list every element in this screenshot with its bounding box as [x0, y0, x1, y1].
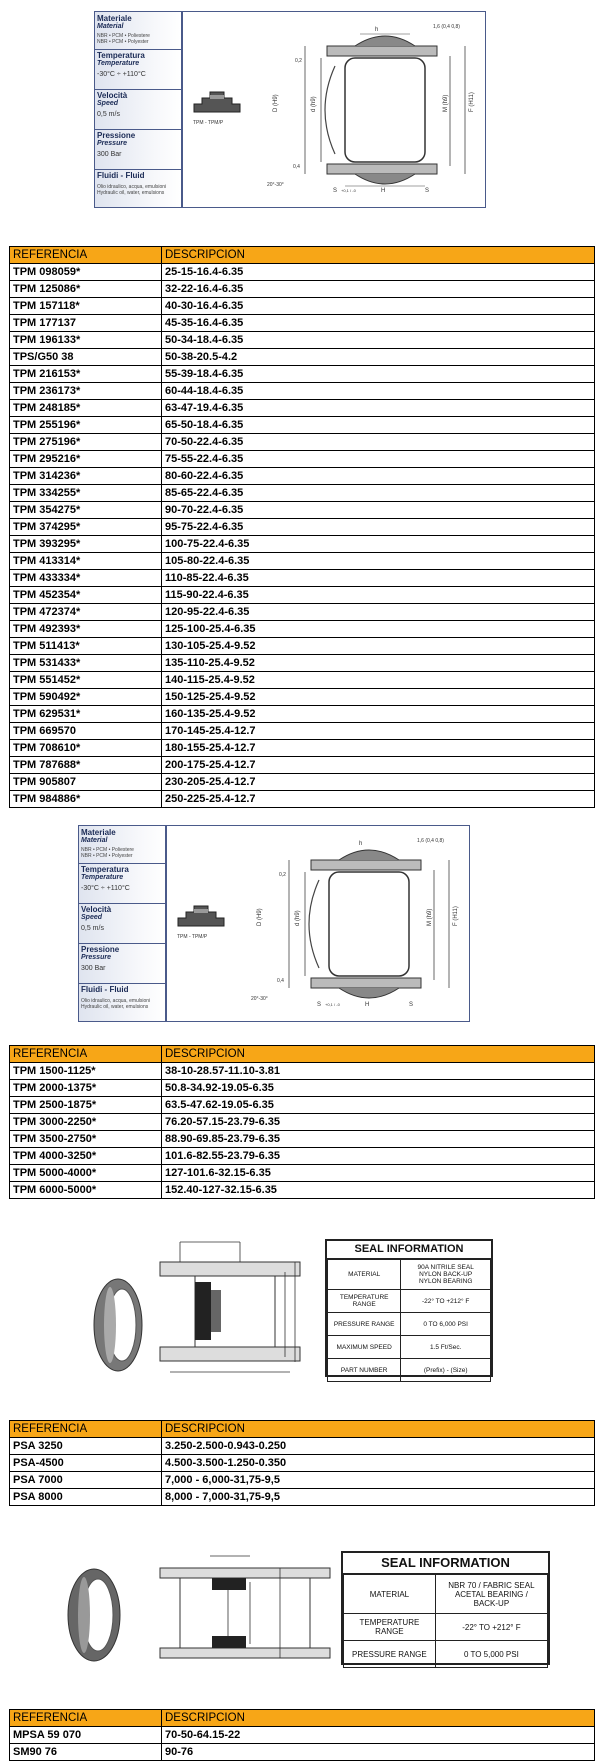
reference-table-4 [9, 1709, 595, 1761]
description-cell: 50.8-34.92-19.05-6.35 [162, 1080, 595, 1097]
spec-material-value-en: NBR • PCM • Polyester [97, 39, 149, 45]
psa-seal-3d-icon [88, 1275, 144, 1375]
description-cell: 38-10-28.57-11.10-3.81 [162, 1063, 595, 1080]
reference-cell: TPM 787688* [10, 757, 162, 774]
table-row [10, 315, 595, 332]
table-row [10, 264, 595, 281]
spec-speed-subtitle: Speed [81, 914, 103, 921]
seal-info-label: MATERIAL [344, 1575, 436, 1614]
piston-cross-section-drawing [249, 830, 465, 1018]
table-row [10, 1455, 595, 1472]
spec-card-2 [78, 825, 470, 1022]
seal-profile-icon [192, 90, 242, 114]
spec-pressure-value: 300 Bar [81, 965, 106, 972]
dim-F-label: F (H11) [469, 92, 475, 112]
seal-info-label: TEMPERATURE RANGE [328, 1290, 401, 1313]
table-row [10, 1148, 595, 1165]
description-cell: 135-110-25.4-9.52 [162, 655, 595, 672]
description-cell: 101.6-82.55-23.79-6.35 [162, 1148, 595, 1165]
dim-r2-label: 0,4 [293, 164, 300, 170]
spec-material [95, 12, 181, 50]
table-row [10, 1165, 595, 1182]
dim-D-label: D (H9) [273, 94, 279, 112]
dim-M-label: M (h9) [427, 908, 433, 926]
table-row [10, 723, 595, 740]
reference-cell: TPM 905807 [10, 774, 162, 791]
spec-caption: TPM - TPM/P [193, 120, 224, 126]
spec-material-title: Materiale [97, 14, 132, 23]
reference-cell: TPM 708610* [10, 740, 162, 757]
reference-cell: TPM 5000-4000* [10, 1165, 162, 1182]
reference-cell: TPM 590492* [10, 689, 162, 706]
reference-cell: TPM 3500-2750* [10, 1131, 162, 1148]
header-referencia: REFERENCIA [10, 1421, 162, 1438]
seal-info-label: TEMPERATURE RANGE [344, 1614, 436, 1641]
description-cell: 75-55-22.4-6.35 [162, 451, 595, 468]
reference-cell: TPM 255196* [10, 417, 162, 434]
reference-cell: TPM 393295* [10, 536, 162, 553]
dim-H-label: H [365, 1002, 370, 1008]
reference-cell: TPM 275196* [10, 434, 162, 451]
reference-table-3 [9, 1420, 595, 1506]
description-cell: 130-105-25.4-9.52 [162, 638, 595, 655]
description-cell: 110-85-22.4-6.35 [162, 570, 595, 587]
description-cell: 55-39-18.4-6.35 [162, 366, 595, 383]
table-row [10, 1472, 595, 1489]
spec-material-value-en: NBR • PCM • Polyester [81, 853, 133, 859]
table-row [10, 587, 595, 604]
reference-cell: TPM 413314* [10, 553, 162, 570]
spec-sidebar [95, 12, 183, 207]
reference-cell: PSA 7000 [10, 1472, 162, 1489]
description-cell: 150-125-25.4-9.52 [162, 689, 595, 706]
table-row [10, 383, 595, 400]
reference-cell: TPS/G50 38 [10, 349, 162, 366]
spec-fluids-value-en: Hydraulic oil, water, emulsions [97, 190, 165, 196]
table-row [10, 689, 595, 706]
description-cell: 50-34-18.4-6.35 [162, 332, 595, 349]
dim-tol-label: +0,1 / -0 [341, 188, 356, 193]
description-cell: 160-135-25.4-9.52 [162, 706, 595, 723]
reference-cell: TPM 216153* [10, 366, 162, 383]
description-cell: 7,000 - 6,000-31,75-9,5 [162, 1472, 595, 1489]
spec-temperature-subtitle: Temperature [81, 874, 124, 881]
description-cell: 200-175-25.4-12.7 [162, 757, 595, 774]
dim-H-label: H [381, 188, 386, 194]
table-row [10, 451, 595, 468]
description-cell: 80-60-22.4-6.35 [162, 468, 595, 485]
spec-card-1 [94, 11, 486, 208]
reference-cell: TPM 248185* [10, 400, 162, 417]
spec-material-subtitle: Material [97, 23, 124, 30]
header-descripcion: DESCRIPCION [162, 247, 595, 264]
description-cell: 32-22-16.4-6.35 [162, 281, 595, 298]
seal-info-row [344, 1614, 548, 1641]
reference-cell: MPSA 59 070 [10, 1727, 162, 1744]
spec-temperature-subtitle: Temperature [97, 60, 140, 67]
description-cell: 85-65-22.4-6.35 [162, 485, 595, 502]
description-cell: 140-115-25.4-9.52 [162, 672, 595, 689]
spec-speed [95, 89, 181, 130]
description-cell: 90-76 [162, 1744, 595, 1761]
table-row [10, 570, 595, 587]
spec-speed-value: 0,5 m/s [97, 111, 120, 118]
reference-cell: TPM 531433* [10, 655, 162, 672]
reference-cell: TPM 374295* [10, 519, 162, 536]
reference-cell: TPM 3000-2250* [10, 1114, 162, 1131]
table-row [10, 366, 595, 383]
reference-cell: PSA-4500 [10, 1455, 162, 1472]
reference-cell: TPM 984886* [10, 791, 162, 808]
reference-table-2 [9, 1045, 595, 1199]
reference-cell: TPM 1500-1125* [10, 1063, 162, 1080]
table-row [10, 349, 595, 366]
spec-temperature-title: Temperatura [81, 865, 129, 874]
spec-speed-subtitle: Speed [97, 100, 119, 107]
reference-cell: SM90 76 [10, 1744, 162, 1761]
dim-S-right-label: S [409, 1002, 414, 1008]
spec-caption: TPM - TPM/P [177, 934, 208, 940]
table-row [10, 417, 595, 434]
description-cell: 40-30-16.4-6.35 [162, 298, 595, 315]
table-row [10, 502, 595, 519]
seal-info-label: MAXIMUM SPEED [328, 1336, 401, 1359]
spec-fluids-value: Olio idraulico, acqua, emulsioni [81, 998, 151, 1004]
table-row [10, 1182, 595, 1199]
spec-fluids [79, 983, 165, 1021]
dim-h-label: h [359, 841, 363, 847]
description-cell: 70-50-22.4-6.35 [162, 434, 595, 451]
spec-speed [79, 903, 165, 944]
seal-info-value: (Prefix) - (Size) [401, 1359, 491, 1382]
table-row [10, 553, 595, 570]
description-cell: 250-225-25.4-12.7 [162, 791, 595, 808]
seal-info-row [328, 1290, 491, 1313]
dim-d-label: d (h9) [295, 910, 301, 926]
seal-info-title: SEAL INFORMATION [327, 1241, 491, 1259]
reference-cell: TPM 433334* [10, 570, 162, 587]
reference-cell: TPM 551452* [10, 672, 162, 689]
dim-top-label: 1,6 (0,4 0,8) [417, 838, 444, 844]
description-cell: 127-101.6-32.15-6.35 [162, 1165, 595, 1182]
psa-cross-section-drawing [150, 1232, 310, 1387]
reference-cell: TPM 669570 [10, 723, 162, 740]
spec-material-value: NBR • PCM • Poliestere [97, 33, 150, 39]
seal-info-label: MATERIAL [328, 1260, 401, 1290]
dim-h-label: h [375, 27, 379, 33]
spec-fluids [95, 169, 181, 207]
reference-cell: TPM 492393* [10, 621, 162, 638]
mpsa-seal-3d-icon [62, 1565, 122, 1665]
reference-cell: TPM 334255* [10, 485, 162, 502]
table-row [10, 468, 595, 485]
reference-cell: TPM 6000-5000* [10, 1182, 162, 1199]
table-row [10, 655, 595, 672]
spec-pressure-subtitle: Pressure [97, 140, 127, 147]
table-row [10, 332, 595, 349]
spec-pressure-title: Pressione [81, 945, 120, 954]
table-row [10, 740, 595, 757]
description-cell: 60-44-18.4-6.35 [162, 383, 595, 400]
reference-cell: PSA 3250 [10, 1438, 162, 1455]
dim-F-label: F (H11) [453, 906, 459, 926]
seal-information-box-2 [341, 1551, 550, 1665]
table-row [10, 400, 595, 417]
spec-speed-title: Velocità [81, 905, 112, 914]
seal-info-value: -22° TO +212° F [435, 1614, 547, 1641]
dim-S-left-label: S [333, 188, 338, 194]
seal-information-box-1 [325, 1239, 493, 1377]
table-row [10, 485, 595, 502]
header-descripcion: DESCRIPCION [162, 1421, 595, 1438]
dim-D-label: D (H9) [257, 908, 263, 926]
reference-cell: TPM 125086* [10, 281, 162, 298]
description-cell: 95-75-22.4-6.35 [162, 519, 595, 536]
description-cell: 100-75-22.4-6.35 [162, 536, 595, 553]
seal-info-row [328, 1260, 491, 1290]
description-cell: 170-145-25.4-12.7 [162, 723, 595, 740]
reference-cell: TPM 4000-3250* [10, 1148, 162, 1165]
seal-info-row [344, 1641, 548, 1668]
reference-cell: TPM 295216* [10, 451, 162, 468]
description-cell: 76.20-57.15-23.79-6.35 [162, 1114, 595, 1131]
table-row [10, 1063, 595, 1080]
table-row [10, 1080, 595, 1097]
spec-pressure-title: Pressione [97, 131, 136, 140]
reference-cell: PSA 8000 [10, 1489, 162, 1506]
dim-r2-label: 0,4 [277, 978, 284, 984]
seal-info-value: -22° TO +212° F [401, 1290, 491, 1313]
header-descripcion: DESCRIPCION [162, 1046, 595, 1063]
dim-M-label: M (h9) [443, 94, 449, 112]
seal-info-value: NBR 70 / FABRIC SEAL ACETAL BEARING / BACK-UP [435, 1575, 547, 1614]
dim-d-label: d (h9) [311, 96, 317, 112]
reference-cell: TPM 2000-1375* [10, 1080, 162, 1097]
description-cell: 4.500-3.500-1.250-0.350 [162, 1455, 595, 1472]
seal-info-value: 90A NITRILE SEAL NYLON BACK-UP NYLON BEARING [401, 1260, 491, 1290]
description-cell: 65-50-18.4-6.35 [162, 417, 595, 434]
description-cell: 230-205-25.4-12.7 [162, 774, 595, 791]
spec-pressure-subtitle: Pressure [81, 954, 111, 961]
spec-temperature [79, 863, 165, 904]
table-row [10, 1727, 595, 1744]
seal-info-label: PRESSURE RANGE [344, 1641, 436, 1668]
dim-r1-label: 0,2 [295, 58, 302, 64]
description-cell: 70-50-64.15-22 [162, 1727, 595, 1744]
reference-cell: TPM 196133* [10, 332, 162, 349]
table-row [10, 706, 595, 723]
dim-tol-label: +0,1 / -0 [325, 1002, 340, 1007]
table-row [10, 638, 595, 655]
description-cell: 25-15-16.4-6.35 [162, 264, 595, 281]
reference-cell: TPM 157118* [10, 298, 162, 315]
table-row [10, 791, 595, 808]
table-row [10, 672, 595, 689]
spec-temperature-value: -30°C ÷ +110°C [81, 885, 130, 892]
description-cell: 180-155-25.4-12.7 [162, 740, 595, 757]
table-row [10, 1097, 595, 1114]
seal-info-value: 1.5 Ft/Sec. [401, 1336, 491, 1359]
spec-temperature-title: Temperatura [97, 51, 145, 60]
header-referencia: REFERENCIA [10, 1046, 162, 1063]
spec-material-subtitle: Material [81, 837, 108, 844]
reference-cell: TPM 2500-1875* [10, 1097, 162, 1114]
spec-sidebar [79, 826, 167, 1021]
dim-top-label: 1,6 (0,4 0,8) [433, 24, 460, 30]
table-row [10, 434, 595, 451]
spec-speed-value: 0,5 m/s [81, 925, 104, 932]
seal-info-row [328, 1359, 491, 1382]
description-cell: 115-90-22.4-6.35 [162, 587, 595, 604]
description-cell: 50-38-20.5-4.2 [162, 349, 595, 366]
spec-fluids-value: Olio idraulico, acqua, emulsioni [97, 184, 167, 190]
description-cell: 152.40-127-32.15-6.35 [162, 1182, 595, 1199]
reference-table-1 [9, 246, 595, 808]
spec-fluids-title: Fluidi - Fluid [81, 985, 129, 994]
spec-material-value: NBR • PCM • Poliestere [81, 847, 134, 853]
description-cell: 90-70-22.4-6.35 [162, 502, 595, 519]
seal-info-row [344, 1575, 548, 1614]
reference-cell: TPM 629531* [10, 706, 162, 723]
header-referencia: REFERENCIA [10, 247, 162, 264]
seal-info-title: SEAL INFORMATION [343, 1553, 548, 1574]
piston-cross-section-drawing [265, 16, 481, 204]
description-cell: 105-80-22.4-6.35 [162, 553, 595, 570]
header-descripcion: DESCRIPCION [162, 1710, 595, 1727]
spec-pressure [95, 129, 181, 170]
spec-pressure [79, 943, 165, 984]
description-cell: 120-95-22.4-6.35 [162, 604, 595, 621]
table-row [10, 1131, 595, 1148]
table-row [10, 1438, 595, 1455]
spec-fluids-title: Fluidi - Fluid [97, 171, 145, 180]
reference-cell: TPM 452354* [10, 587, 162, 604]
reference-cell: TPM 314236* [10, 468, 162, 485]
table-row [10, 621, 595, 638]
spec-temperature [95, 49, 181, 90]
table-row [10, 281, 595, 298]
spec-pressure-value: 300 Bar [97, 151, 122, 158]
table-row [10, 604, 595, 621]
reference-cell: TPM 511413* [10, 638, 162, 655]
description-cell: 8,000 - 7,000-31,75-9,5 [162, 1489, 595, 1506]
seal-info-row [328, 1313, 491, 1336]
table-row [10, 298, 595, 315]
spec-fluids-value-en: Hydraulic oil, water, emulsions [81, 1004, 149, 1010]
dim-S-left-label: S [317, 1002, 322, 1008]
description-cell: 45-35-16.4-6.35 [162, 315, 595, 332]
dim-S-right-label: S [425, 188, 430, 194]
table-row [10, 1114, 595, 1131]
dim-angle-label: 20°-30° [267, 182, 284, 188]
description-cell: 125-100-25.4-6.35 [162, 621, 595, 638]
reference-cell: TPM 098059* [10, 264, 162, 281]
table-row [10, 536, 595, 553]
description-cell: 63-47-19.4-6.35 [162, 400, 595, 417]
mpsa-cross-section-drawing [150, 1548, 340, 1678]
seal-info-label: PART NUMBER [328, 1359, 401, 1382]
seal-info-value: 0 TO 5,000 PSI [435, 1641, 547, 1668]
table-row [10, 1489, 595, 1506]
dim-angle-label: 20°-30° [251, 996, 268, 1002]
table-row [10, 774, 595, 791]
reference-cell: TPM 236173* [10, 383, 162, 400]
seal-profile-icon [176, 904, 226, 928]
table-row [10, 1744, 595, 1761]
table-row [10, 519, 595, 536]
description-cell: 63.5-47.62-19.05-6.35 [162, 1097, 595, 1114]
table-row [10, 757, 595, 774]
spec-material [79, 826, 165, 864]
spec-speed-title: Velocità [97, 91, 128, 100]
reference-cell: TPM 177137 [10, 315, 162, 332]
seal-info-value: 0 TO 6,000 PSI [401, 1313, 491, 1336]
reference-cell: TPM 472374* [10, 604, 162, 621]
header-referencia: REFERENCIA [10, 1710, 162, 1727]
seal-info-label: PRESSURE RANGE [328, 1313, 401, 1336]
seal-info-row [328, 1336, 491, 1359]
spec-material-title: Materiale [81, 828, 116, 837]
description-cell: 3.250-2.500-0.943-0.250 [162, 1438, 595, 1455]
reference-cell: TPM 354275* [10, 502, 162, 519]
dim-r1-label: 0,2 [279, 872, 286, 878]
spec-temperature-value: -30°C ÷ +110°C [97, 71, 146, 78]
description-cell: 88.90-69.85-23.79-6.35 [162, 1131, 595, 1148]
